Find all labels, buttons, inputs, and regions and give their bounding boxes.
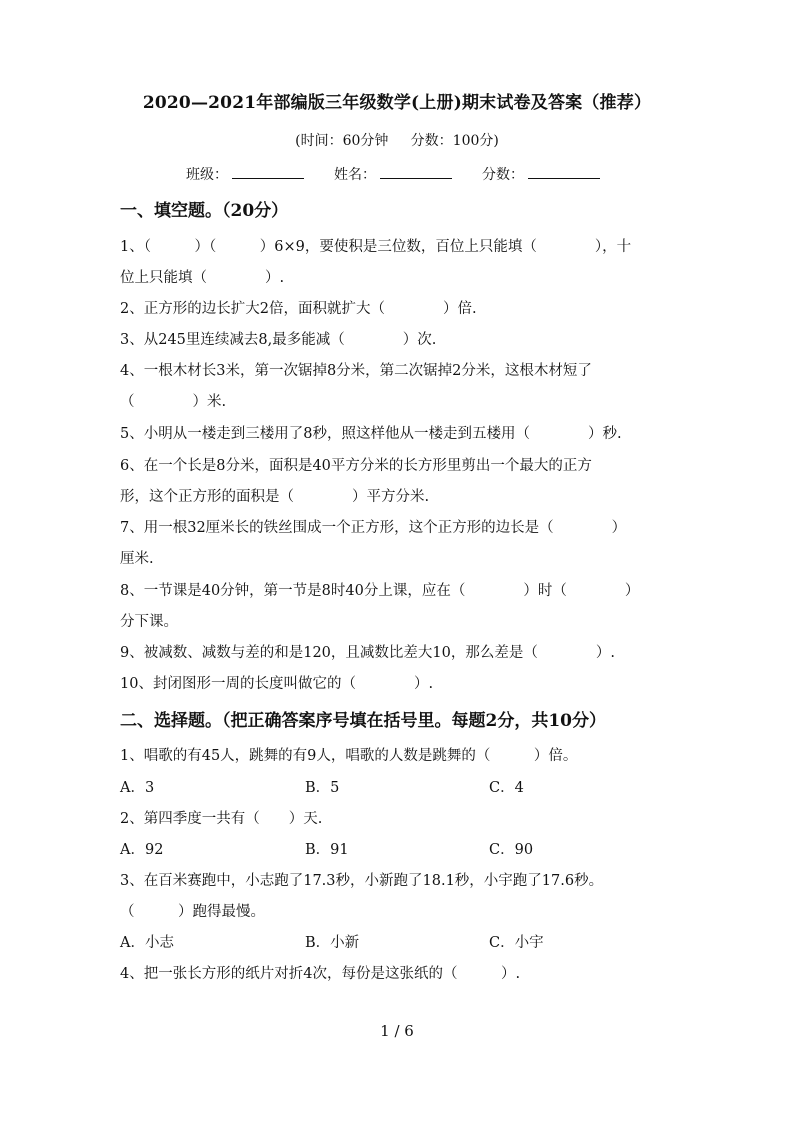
option-c: C．4	[489, 780, 524, 796]
name-label: 姓名：	[334, 167, 376, 183]
name-field	[334, 162, 452, 184]
question-line: 9、被减数、减数与差的和是120，且减数比差大10，那么差是（ ）.	[120, 645, 615, 661]
question-line: 形，这个正方形的面积是（ ）平方分米.	[120, 489, 430, 505]
question-line: 4、一根木材长3米，第一次锯掉8分米，第二次锯掉2分米，这根木材短了	[120, 363, 592, 379]
question-line: 1、唱歌的有45人，跳舞的有9人，唱歌的人数是跳舞的（ ）倍。	[120, 748, 578, 764]
question-line: 7、用一根32厘米长的铁丝围成一个正方形，这个正方形的边长是（ ）	[120, 520, 627, 536]
question-line: 3、从245里连续减去8,最多能减（ ）次.	[120, 332, 437, 348]
question-line: 分下课。	[120, 614, 178, 630]
option-c: C．90	[489, 842, 534, 858]
option-a: A．3	[120, 780, 155, 796]
option-c: C．小宇	[489, 935, 544, 951]
student-info-row	[186, 162, 630, 184]
page-number: 1 / 6	[380, 1022, 414, 1040]
page-title: 2020—2021年部编版三年级数学(上册)期末试卷及答案（推荐）	[142, 93, 652, 113]
class-label: 班级：	[186, 167, 228, 183]
question-line: 2、正方形的边长扩大2倍，面积就扩大（ ）倍.	[120, 301, 477, 317]
question-line: 位上只能填（ ）.	[120, 270, 285, 286]
question-line: 4、把一张长方形的纸片对折4次，每份是这张纸的（ ）.	[120, 966, 521, 982]
option-b: B．5	[305, 780, 340, 796]
option-b: B．小新	[305, 935, 360, 951]
question-line: 6、在一个长是8分米，面积是40平方分米的长方形里剪出一个最大的正方	[120, 458, 592, 474]
option-b: B．91	[305, 842, 349, 858]
section-1-title: 一、填空题。（20分）	[120, 201, 289, 221]
score-blank	[528, 162, 600, 179]
name-blank	[380, 162, 452, 179]
score-field	[482, 162, 600, 184]
question-line: 8、一节课是40分钟，第一节是8时40分上课，应在（ ）时（ ）	[120, 583, 640, 599]
option-a: A．92	[120, 842, 164, 858]
question-line: 5、小明从一楼走到三楼用了8秒，照这样他从一楼走到五楼用（ ）秒.	[120, 426, 622, 442]
class-field	[186, 162, 304, 184]
question-line: （ ）米.	[120, 394, 227, 410]
score-label: 分数：	[482, 167, 524, 183]
exam-subtitle: (时间：60分钟 分数：100分)	[295, 133, 499, 149]
question-line: 2、第四季度一共有（ ）天.	[120, 811, 323, 827]
question-line: 厘米.	[120, 551, 154, 567]
class-blank	[232, 162, 304, 179]
question-line: （ ）跑得最慢。	[120, 904, 265, 920]
option-a: A．小志	[120, 935, 174, 951]
section-2-title: 二、选择题。（把正确答案序号填在括号里。每题2分，共10分）	[120, 711, 606, 731]
question-line: 10、封闭图形一周的长度叫做它的（ ）.	[120, 676, 434, 692]
question-line: 3、在百米赛跑中，小志跑了17.3秒，小新跑了18.1秒，小宇跑了17.6秒。	[120, 873, 604, 889]
question-line: 1、（ ）（ ）6×9，要使积是三位数，百位上只能填（ ），十	[120, 239, 632, 255]
